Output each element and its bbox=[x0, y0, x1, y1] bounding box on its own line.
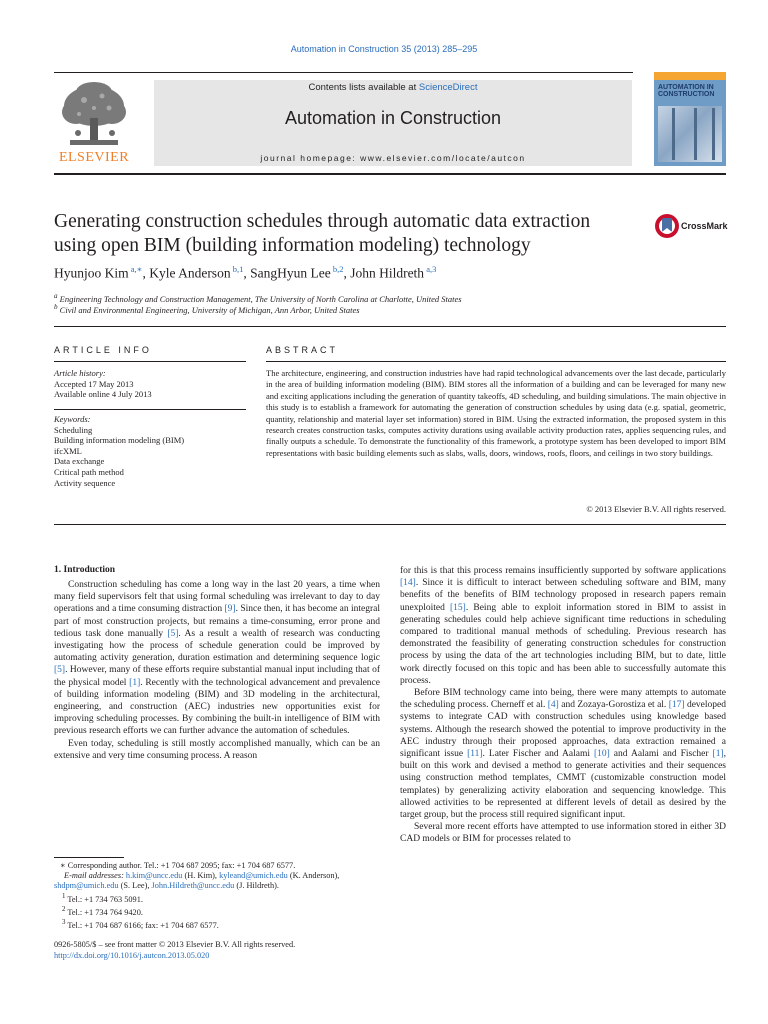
keyword-item: Critical path method bbox=[54, 466, 124, 477]
journal-homepage: journal homepage: www.elsevier.com/locate/autcon bbox=[260, 153, 526, 163]
body-text: and Zozaya-Gorostiza et al. bbox=[558, 700, 669, 711]
body-text: . Since then, it has become an integral part of most construction projects, but remains a time-consuming, error prone and tedious task done manually bbox=[54, 604, 380, 639]
keyword-list bbox=[54, 425, 254, 489]
footnote-text: Tel.: +1 734 763 5091. bbox=[65, 894, 143, 904]
doi-link[interactable]: http://dx.doi.org/10.1016/j.autcon.2013.05.020 bbox=[54, 951, 210, 960]
body-column-left bbox=[54, 579, 380, 762]
footnote-item bbox=[54, 892, 384, 905]
citation-link[interactable]: [5] bbox=[54, 665, 66, 676]
header-bottom-rule bbox=[54, 173, 726, 175]
author-affiliation-marks[interactable]: b,1 bbox=[230, 264, 244, 274]
body-text: for this is that this process remains insufficiently supported by software applications bbox=[400, 566, 726, 576]
footnote-mark: 3 bbox=[62, 918, 66, 926]
article-info-divider bbox=[54, 409, 246, 410]
abstract-heading: ABSTRACT bbox=[266, 345, 339, 355]
affiliation-mark: b bbox=[54, 303, 58, 311]
author-affiliation-marks[interactable]: b,2 bbox=[330, 264, 344, 274]
email-link[interactable]: John.Hildreth@uncc.edu bbox=[151, 881, 235, 891]
affiliation-b bbox=[54, 303, 360, 315]
keywords bbox=[54, 414, 254, 488]
footnote-item bbox=[54, 918, 384, 931]
keyword-item: Building information modeling (BIM) bbox=[54, 435, 185, 446]
body-text: and Aalami and Fischer bbox=[609, 749, 713, 760]
history-label: Article history: bbox=[54, 368, 106, 378]
cover-beam bbox=[694, 108, 697, 160]
history-online: Available online 4 July 2013 bbox=[54, 389, 152, 400]
citation-link[interactable]: [11] bbox=[467, 749, 483, 760]
body-text: . As a result a wealth of research was conducting investigating how the process of schedule generation could be improved by automating activity generation, duration estimation and determining sequence logic bbox=[54, 628, 380, 664]
body-text: Construction scheduling has come a long way in the last 20 years, a time when many field supervisors felt that using formal scheduling was irrelevant to day to day operations and a time consuming distraction bbox=[54, 580, 380, 615]
body-paragraph bbox=[400, 821, 726, 845]
citation-link[interactable]: [15] bbox=[450, 602, 466, 613]
body-column-right bbox=[400, 565, 726, 846]
journal-cover-thumbnail bbox=[654, 72, 726, 166]
email-addresses bbox=[54, 871, 384, 881]
affiliation-text: Engineering Technology and Construction Management, The University of North Carolina at Charlotte, United States bbox=[59, 293, 462, 304]
author-name: SangHyun Lee bbox=[250, 265, 331, 281]
abstract-copyright: © 2013 Elsevier B.V. All rights reserved. bbox=[586, 504, 726, 514]
citation-link[interactable]: [14] bbox=[400, 578, 416, 589]
footnote-mark: 1 bbox=[62, 892, 66, 900]
history-accepted: Accepted 17 May 2013 bbox=[54, 378, 134, 389]
section-heading: 1. Introduction bbox=[54, 565, 116, 575]
citation-link[interactable]: [1] bbox=[712, 749, 724, 760]
citation-link[interactable]: [17] bbox=[668, 700, 685, 711]
email-link[interactable]: shdpm@umich.edu bbox=[54, 881, 119, 891]
footnote-text: Tel.: +1 704 687 6166; fax: +1 704 687 6577. bbox=[65, 920, 219, 930]
email-link[interactable]: h.kim@uncc.edu bbox=[125, 871, 183, 881]
journal-reference-link[interactable]: Automation in Construction 35 (2013) 285–295 bbox=[290, 44, 478, 54]
body-text: Before BIM technology came into being, there were many attempts to automate the scheduling process. Cherneff et al. bbox=[400, 688, 726, 711]
body-text: Several more recent efforts have attempted to use information stored in either 3D CAD models or BIM for processes related to bbox=[400, 822, 726, 845]
body-text: , built on this work and devised a method to generate activities and their sequences using construction method templates, CMMT (customizable construction model templates) by generalizing activity elaboration and sequencing knowledge. This allowed activities to be represented at different levels of detail as desired by the target group, but the process still required significant input. bbox=[400, 749, 726, 821]
body-text: developed systems to integrate CAD with construction schedules using knowledge based systems. Although the research showed the potential to improve productivity in the AEC industry through their proposed approaches, data extraction remained a significant issue bbox=[400, 700, 726, 760]
body-text: Even today, scheduling is still mostly accomplished manually, which can be an extensive and very time consuming process. A reason bbox=[54, 738, 380, 761]
paper-title: Generating construction schedules through automatic data extraction using open BIM (building information modeling) technology bbox=[54, 211, 591, 256]
journal-title: Automation in Construction bbox=[284, 108, 502, 128]
author-name: Hyunjoo Kim bbox=[54, 265, 129, 281]
citation-link[interactable]: [9] bbox=[224, 604, 236, 615]
citation-link[interactable]: [4] bbox=[547, 700, 559, 711]
header-top-rule bbox=[54, 72, 633, 73]
email-owner: (S. Lee), bbox=[118, 881, 152, 891]
footnote-list bbox=[54, 892, 384, 931]
footnote-mark: 2 bbox=[62, 905, 66, 913]
cover-beam bbox=[672, 108, 675, 160]
author-list bbox=[54, 264, 714, 282]
footnote-rule bbox=[54, 857, 124, 858]
body-text: . Recently with the technological advancement and prevalence of building information modeling (BIM) and 3D modeling in the architectural, engineering, and construction (AEC) industries new opportunities exist for improving scheduling processes. By combining the built-in intelligence of BIM with previous research efforts we can further advance the automation of schedules. bbox=[54, 677, 380, 737]
affiliation-rule bbox=[54, 326, 726, 327]
author-affiliation-marks[interactable]: a,∗ bbox=[128, 264, 143, 274]
article-history bbox=[54, 368, 254, 400]
body-text: . However, many of these efforts require substantial manual input including that of the physical model bbox=[54, 665, 380, 688]
email-label: E-mail addresses: bbox=[64, 871, 124, 881]
front-matter-text: 0926-5805/$ – see front matter © 2013 Elsevier B.V. All rights reserved. bbox=[54, 940, 296, 949]
article-info-heading: ARTICLE INFO bbox=[54, 345, 152, 355]
author-name: John Hildreth bbox=[350, 265, 425, 281]
body-text: . Since it is difficult to interact between scheduling software and BIM, many benefits of the benefits of BIM technology proposed in research papers remain unexploited bbox=[400, 578, 726, 613]
cover-band bbox=[654, 72, 726, 80]
crossmark-label[interactable]: CrossMark bbox=[681, 221, 728, 231]
email-addresses-cont bbox=[54, 881, 384, 891]
cover-beam bbox=[712, 108, 715, 160]
contents-prefix: Contents lists available at bbox=[308, 82, 419, 93]
body-text: . Being able to exploit information stored in BIM to assist in generating schedules could help achieve significant time reductions in scheduling compared to traditional manual methods of scheduling. Previous research has demonstrated the feasibility of generating construction schedules for construction process by using the data of the art technologies including BIM, but to date, little work directly focused on this topic and has been able to successfully automate this process. bbox=[400, 602, 726, 686]
footnote-text: Tel.: +1 734 764 9420. bbox=[65, 907, 143, 917]
citation-link[interactable]: [10] bbox=[593, 749, 610, 760]
abstract-rule bbox=[266, 361, 726, 362]
body-text: . Later Fischer and Aalami bbox=[482, 749, 594, 760]
contents-availability bbox=[154, 82, 632, 93]
author-name: Kyle Anderson bbox=[149, 265, 231, 281]
body-paragraph bbox=[54, 738, 380, 762]
author-affiliation-marks[interactable]: a,3 bbox=[424, 264, 437, 274]
body-paragraph bbox=[400, 565, 726, 687]
body-paragraph bbox=[400, 687, 726, 821]
article-info-rule bbox=[54, 361, 246, 362]
citation-link[interactable]: [1] bbox=[129, 677, 141, 688]
author-separator: , bbox=[142, 265, 150, 281]
email-owner: (J. Hildreth). bbox=[234, 881, 279, 891]
keyword-item: Activity sequence bbox=[54, 477, 116, 488]
abstract-text: The architecture, engineering, and construction industries have had rapid technological advancements over the last decade, particularly in the area of building information modeling (BIM). BIM stores all the information of a building and can be leveraged for many new and exciting applications including the generation of quantity takeoffs, 4D scheduling, and building simulations. The main objective in this study is to establish a framework for automating the generation of construction schedules by using data (e.g. spatial, geometric, quantity, relationship and material layer set information) stored in BIM. Using the extracted information, the proposed system in this research creates construction tasks, computes activity durations using available activity production rates, applies sequencing rules, and finally outputs a schedule. To demonstrate the functionality of this framework, a prototype system has been developed to import BIM representations with basic building elements such as slabs, walls, doors, windows, roofs, floors, and ceilings in two story buildings. bbox=[266, 368, 726, 458]
corresponding-author-note: ∗ Corresponding author. Tel.: +1 704 687 2095; fax: +1 704 687 6577. bbox=[60, 861, 296, 870]
affiliation-mark: a bbox=[54, 292, 58, 300]
author-separator: , bbox=[343, 265, 351, 281]
cover-title: AUTOMATION IN CONSTRUCTION bbox=[658, 84, 715, 98]
affiliation-text: Civil and Environmental Engineering, University of Michigan, Ann Arbor, United States bbox=[59, 304, 360, 315]
front-matter bbox=[54, 939, 295, 961]
abstract-bottom-rule bbox=[54, 524, 726, 525]
keywords-label: Keywords: bbox=[54, 414, 91, 424]
keyword-item: ifcXML bbox=[54, 445, 82, 456]
keyword-item: Scheduling bbox=[54, 424, 93, 435]
publisher-name: ELSEVIER bbox=[58, 150, 130, 165]
author-separator: , bbox=[243, 265, 251, 281]
body-paragraph bbox=[54, 579, 380, 738]
sciencedirect-link[interactable]: ScienceDirect bbox=[418, 82, 478, 93]
keyword-item: Data exchange bbox=[54, 456, 105, 467]
footnote-item bbox=[54, 905, 384, 918]
email-owner: (K. Anderson), bbox=[287, 871, 340, 881]
footnotes bbox=[54, 861, 384, 931]
citation-link[interactable]: [5] bbox=[167, 628, 179, 639]
email-link[interactable]: kyleand@umich.edu bbox=[219, 871, 288, 881]
email-owner: (H. Kim), bbox=[182, 871, 220, 881]
